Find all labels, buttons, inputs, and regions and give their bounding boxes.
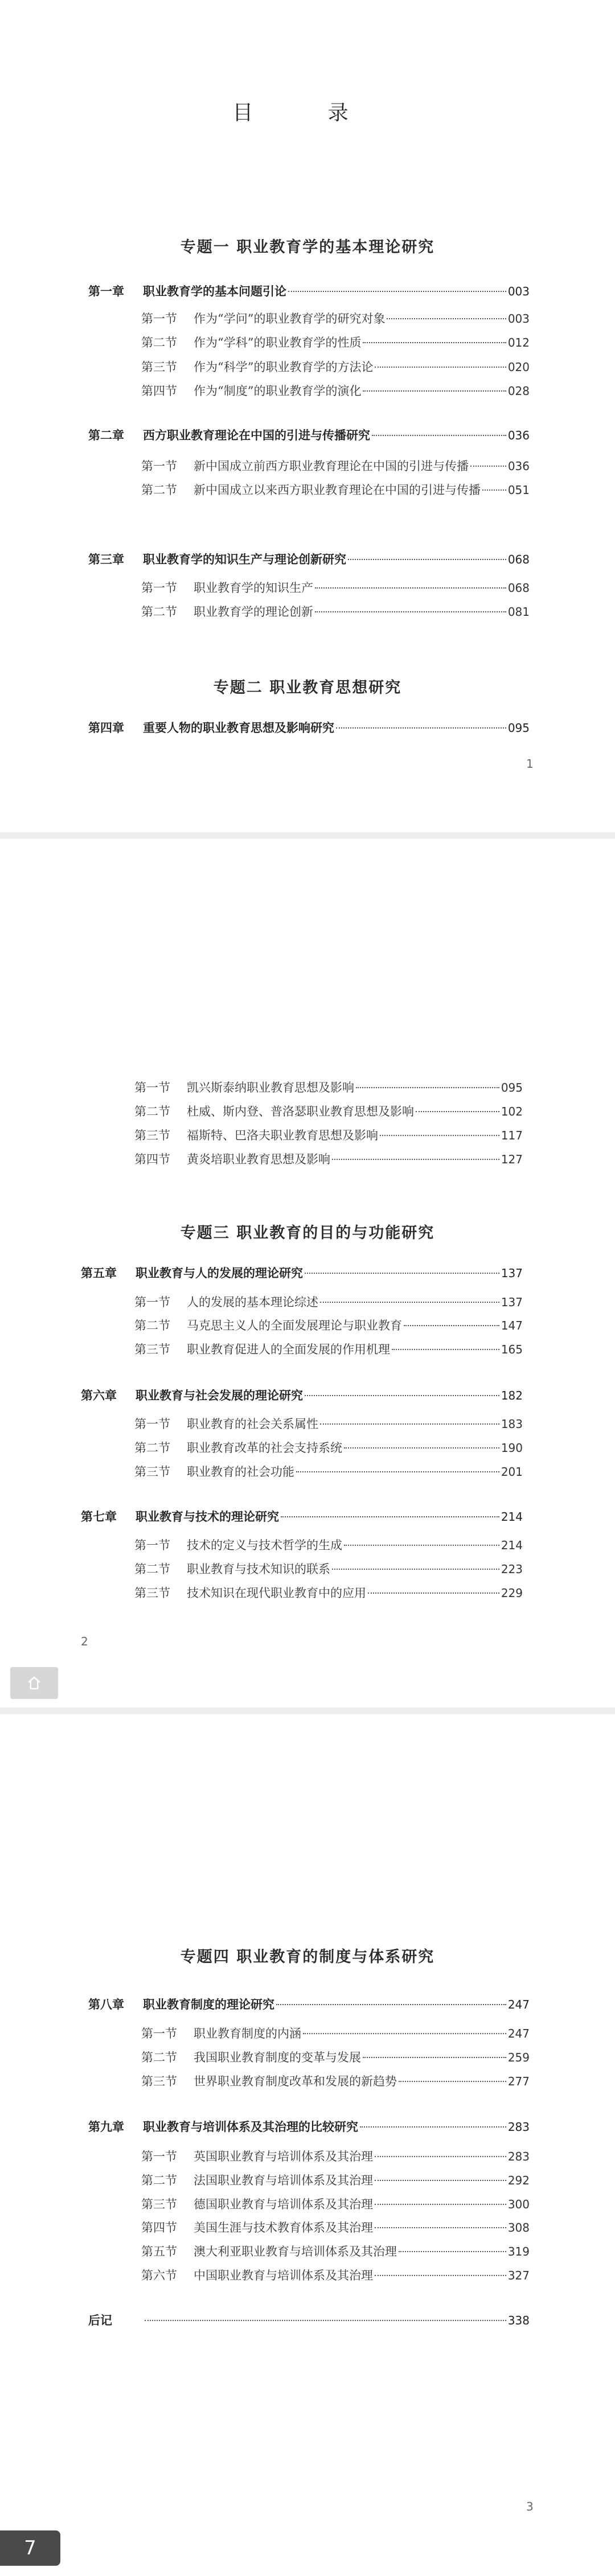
chapter-title: 重要人物的职业教育思想及影响研究 — [143, 721, 334, 735]
toc-section-row[interactable] — [134, 1317, 523, 1334]
toc-section-row[interactable] — [141, 603, 530, 620]
section-label: 第三节 — [141, 360, 177, 374]
section-title: 德国职业教育与培训体系及其治理 — [194, 2198, 373, 2211]
page-ref: 003 — [507, 285, 530, 298]
section-title: 黄炎培职业教育思想及影响 — [187, 1153, 330, 1166]
toc-section-row[interactable] — [141, 2148, 530, 2165]
chapter-label: 第四章 — [88, 721, 124, 735]
page-number: 3 — [526, 2500, 534, 2513]
chapter-title: 职业教育与社会发展的理论研究 — [136, 1388, 303, 1402]
dot-leader — [356, 1087, 499, 1088]
page-ref: 223 — [501, 1562, 523, 1576]
dot-leader — [332, 1569, 499, 1570]
page-ref: 117 — [501, 1129, 523, 1142]
section-title: 作为“制度”的职业教育学的演化 — [194, 384, 362, 398]
chapter-label: 第九章 — [88, 2120, 124, 2134]
topic-heading: 专题四 职业教育的制度与体系研究 — [180, 1948, 435, 1966]
section-title: 职业教育促进人的全面发展的作用机理 — [187, 1343, 390, 1356]
section-label: 第一节 — [134, 1538, 170, 1552]
dot-leader — [305, 1395, 499, 1396]
page-gap — [0, 832, 615, 839]
page-ref: 147 — [501, 1319, 523, 1332]
toc-section-row[interactable] — [134, 1561, 523, 1578]
section-label: 第一节 — [141, 459, 177, 473]
toc-chapter-row[interactable] — [88, 2118, 530, 2135]
dot-leader — [375, 2204, 506, 2205]
toc-chapter-row[interactable] — [88, 1996, 530, 2013]
page-ref: 214 — [501, 1538, 523, 1552]
section-title: 中国职业教育与培训体系及其治理 — [194, 2269, 373, 2282]
toc-section-row[interactable] — [134, 1079, 523, 1096]
page-ref: 247 — [507, 1998, 530, 2011]
dot-leader — [363, 342, 506, 343]
section-label: 第一节 — [134, 1081, 170, 1094]
scroll-top-button[interactable] — [10, 1667, 58, 1699]
chapter-label: 第八章 — [88, 1997, 124, 2011]
toc-section-row[interactable] — [134, 1341, 523, 1358]
dot-leader — [375, 2156, 506, 2157]
toc-section-row[interactable] — [141, 579, 530, 596]
page-ref: 259 — [507, 2051, 530, 2064]
toc-section-row[interactable] — [141, 334, 530, 351]
dot-leader — [399, 2081, 506, 2082]
toc-section-row[interactable] — [141, 382, 530, 400]
dot-leader — [320, 1423, 499, 1425]
toc-section-row[interactable] — [141, 482, 530, 499]
dot-leader — [320, 1302, 499, 1303]
document-page-1 — [0, 0, 615, 832]
page-number: 1 — [526, 757, 534, 771]
chapter-label: 第二章 — [88, 428, 124, 442]
page-ref: 036 — [507, 429, 530, 442]
toc-chapter-row[interactable] — [88, 719, 530, 736]
page-ref: 247 — [507, 2027, 530, 2040]
chapter-title: 职业教育学的知识生产与理论创新研究 — [143, 552, 346, 566]
toc-section-row[interactable] — [141, 2049, 530, 2066]
section-title: 马克思主义人的全面发展理论与职业教育 — [187, 1319, 402, 1332]
toc-chapter-row[interactable] — [81, 1265, 523, 1282]
chapter-title: 职业教育学的基本问题引论 — [143, 284, 286, 298]
section-title: 福斯特、巴洛夫职业教育思想及影响 — [187, 1129, 378, 1142]
dot-leader — [281, 1516, 499, 1517]
dot-leader — [303, 2033, 506, 2034]
dot-leader — [288, 291, 506, 292]
page-ref: 183 — [501, 1417, 523, 1431]
page-ref: 003 — [507, 312, 530, 326]
toc-section-row[interactable] — [141, 359, 530, 376]
section-label: 第三节 — [134, 1343, 170, 1356]
toc-section-row[interactable] — [141, 2243, 530, 2260]
section-label: 第二节 — [141, 2051, 177, 2064]
page-ref: 051 — [507, 483, 530, 497]
toc-section-row[interactable] — [134, 1415, 523, 1433]
section-label: 第四节 — [134, 1153, 170, 1166]
section-label: 第二节 — [141, 605, 177, 619]
chapter-label: 第三章 — [88, 552, 124, 566]
chapter-title: 职业教育与人的发展的理论研究 — [136, 1266, 303, 1280]
dot-leader — [372, 435, 506, 436]
page-ref: 068 — [507, 553, 530, 566]
section-title: 人的发展的基本理论综述 — [187, 1295, 318, 1309]
page-ref: 036 — [507, 459, 530, 473]
section-label: 第一节 — [134, 1417, 170, 1431]
dot-leader — [387, 318, 506, 319]
chapter-title: 职业教育制度的理论研究 — [143, 1997, 274, 2011]
dot-leader — [482, 489, 506, 491]
dot-leader — [348, 559, 506, 560]
toc-section-row[interactable] — [141, 2219, 530, 2236]
section-title: 职业教育制度的内涵 — [194, 2027, 301, 2040]
dot-leader — [276, 2004, 506, 2005]
toc-chapter-row[interactable] — [88, 427, 530, 444]
section-label: 第二节 — [134, 1562, 170, 1576]
dot-leader — [315, 587, 506, 589]
chapter-label: 后记 — [88, 2313, 112, 2327]
toc-section-row[interactable] — [141, 458, 530, 475]
dot-leader — [375, 2275, 506, 2276]
section-label: 第三节 — [141, 2198, 177, 2211]
section-title: 我国职业教育制度的变革与发展 — [194, 2051, 361, 2064]
section-label: 第二节 — [134, 1441, 170, 1455]
section-title: 世界职业教育制度改革和发展的新趋势 — [194, 2075, 397, 2088]
section-title: 作为“科学”的职业教育学的方法论 — [194, 360, 374, 374]
toc-section-row[interactable] — [134, 1151, 523, 1168]
toc-section-row[interactable] — [141, 2196, 530, 2213]
toc-section-row[interactable] — [134, 1103, 523, 1120]
section-label: 第一节 — [141, 2027, 177, 2040]
dot-leader — [470, 466, 506, 467]
toc-section-row[interactable] — [134, 1439, 523, 1456]
toc-chapter-row[interactable] — [88, 283, 530, 300]
dot-leader — [296, 1471, 499, 1472]
chapter-title: 职业教育与培训体系及其治理的比较研究 — [143, 2120, 358, 2134]
section-title: 职业教育学的理论创新 — [194, 605, 313, 619]
page-ref: 277 — [507, 2075, 530, 2088]
topic-heading: 专题二 职业教育思想研究 — [213, 679, 402, 697]
section-title: 作为“学科”的职业教育学的性质 — [194, 336, 362, 349]
page-ref: 028 — [507, 384, 530, 398]
toc-section-row[interactable] — [141, 310, 530, 327]
toc-section-row[interactable] — [141, 2073, 530, 2090]
section-label: 第二节 — [134, 1105, 170, 1118]
toc-section-row[interactable] — [134, 1537, 523, 1554]
section-label: 第三节 — [141, 2075, 177, 2088]
section-title: 作为“学问”的职业教育学的研究对象 — [194, 312, 386, 326]
dot-leader — [375, 2180, 506, 2181]
page-ref: 137 — [501, 1266, 523, 1280]
chapter-label: 第一章 — [88, 284, 124, 298]
dot-leader — [392, 1349, 499, 1350]
section-title: 职业教育的社会关系属性 — [187, 1417, 318, 1431]
page-ref: 300 — [507, 2198, 530, 2211]
section-label: 第二节 — [141, 2174, 177, 2187]
dot-leader — [344, 1545, 499, 1546]
page-ref: 283 — [507, 2150, 530, 2163]
section-label: 第三节 — [134, 1465, 170, 1479]
dot-leader — [145, 2320, 506, 2321]
page-ref: 012 — [507, 336, 530, 349]
dot-leader — [344, 1447, 499, 1449]
dot-leader — [404, 1325, 499, 1326]
chapter-label: 第五章 — [81, 1266, 117, 1280]
section-title: 新中国成立以来西方职业教育理论在中国的引进与传播 — [194, 483, 481, 497]
page-ref: 095 — [507, 721, 530, 735]
topic-heading: 专题三 职业教育的目的与功能研究 — [180, 1224, 435, 1242]
toc-section-row[interactable] — [134, 1463, 523, 1480]
section-title: 法国职业教育与培训体系及其治理 — [194, 2174, 373, 2187]
section-label: 第五节 — [141, 2245, 177, 2258]
dot-leader — [305, 1273, 499, 1274]
page-gap — [0, 1707, 615, 1714]
dot-leader — [363, 390, 506, 392]
toc-section-row[interactable] — [134, 1585, 523, 1602]
section-title: 职业教育改革的社会支持系统 — [187, 1441, 342, 1455]
dot-leader — [399, 2251, 506, 2252]
section-label: 第三节 — [134, 1586, 170, 1600]
section-title: 澳大利亚职业教育与培训体系及其治理 — [194, 2245, 397, 2258]
toc-section-row[interactable] — [141, 2172, 530, 2189]
toc-chapter-row[interactable] — [88, 551, 530, 568]
page-ref: 095 — [501, 1081, 523, 1094]
dot-leader — [375, 367, 506, 368]
toc-chapter-row[interactable] — [81, 1387, 523, 1404]
page-ref: 319 — [507, 2245, 530, 2258]
section-title: 职业教育学的知识生产 — [194, 581, 313, 595]
dot-leader — [416, 1111, 499, 1112]
page-ref: 190 — [501, 1441, 523, 1455]
dot-leader — [375, 2227, 506, 2228]
dot-leader — [380, 1135, 499, 1136]
home-icon — [26, 1674, 43, 1692]
topic-heading: 专题一 职业教育学的基本理论研究 — [180, 238, 435, 256]
page-ref: 165 — [501, 1343, 523, 1356]
chapter-title: 职业教育与技术的理论研究 — [136, 1509, 279, 1524]
chapter-label: 第七章 — [81, 1509, 117, 1524]
section-label: 第二节 — [141, 336, 177, 349]
toc-section-row[interactable] — [141, 2267, 530, 2284]
section-label: 第二节 — [134, 1319, 170, 1332]
toc-chapter-row[interactable] — [88, 2312, 530, 2329]
section-label: 第二节 — [141, 483, 177, 497]
section-title: 英国职业教育与培训体系及其治理 — [194, 2150, 373, 2163]
section-label: 第一节 — [141, 2150, 177, 2163]
page-ref: 308 — [507, 2221, 530, 2235]
page-ref: 137 — [501, 1295, 523, 1309]
section-title: 技术的定义与技术哲学的生成 — [187, 1538, 342, 1552]
section-title: 职业教育的社会功能 — [187, 1465, 294, 1479]
dot-leader — [332, 1159, 499, 1160]
page-badge[interactable]: 7 — [0, 2530, 60, 2566]
page-ref: 214 — [501, 1510, 523, 1524]
chapter-label: 第六章 — [81, 1388, 117, 1402]
page-ref: 020 — [507, 360, 530, 374]
section-title: 美国生涯与技术教育体系及其治理 — [194, 2221, 373, 2235]
page-ref: 068 — [507, 581, 530, 595]
toc-section-row[interactable] — [134, 1294, 523, 1311]
section-label: 第一节 — [141, 581, 177, 595]
page-ref: 327 — [507, 2269, 530, 2282]
section-label: 第一节 — [141, 312, 177, 326]
page-ref: 229 — [501, 1586, 523, 1600]
chapter-title: 西方职业教育理论在中国的引进与传播研究 — [143, 428, 370, 442]
page-ref: 127 — [501, 1153, 523, 1166]
section-label: 第四节 — [141, 384, 177, 398]
dot-leader — [336, 727, 506, 729]
document-page-3 — [0, 1714, 615, 2576]
page-number: 2 — [81, 1635, 88, 1648]
section-title: 新中国成立前西方职业教育理论在中国的引进与传播 — [194, 459, 469, 473]
dot-leader — [315, 611, 506, 612]
dot-leader — [363, 2057, 506, 2058]
section-label: 第一节 — [134, 1295, 170, 1309]
section-title: 技术知识在现代职业教育中的应用 — [187, 1586, 366, 1600]
page-ref: 182 — [501, 1389, 523, 1402]
page-ref: 292 — [507, 2174, 530, 2187]
page-ref: 081 — [507, 605, 530, 619]
section-title: 杜威、斯内登、普洛瑟职业教育思想及影响 — [187, 1105, 414, 1118]
section-title: 凯兴斯泰纳职业教育思想及影响 — [187, 1081, 354, 1094]
page-ref: 201 — [501, 1465, 523, 1479]
toc-chapter-row[interactable] — [81, 1508, 523, 1525]
section-label: 第四节 — [141, 2221, 177, 2235]
section-title: 职业教育与技术知识的联系 — [187, 1562, 330, 1576]
page-ref: 338 — [507, 2314, 530, 2327]
page-ref: 102 — [501, 1105, 523, 1118]
dot-leader — [360, 2126, 506, 2128]
toc-title: 目 录 — [232, 101, 383, 125]
section-label: 第三节 — [134, 1129, 170, 1142]
toc-section-row[interactable] — [134, 1127, 523, 1144]
dot-leader — [368, 1592, 499, 1594]
page-ref: 283 — [507, 2120, 530, 2134]
toc-section-row[interactable] — [141, 2025, 530, 2042]
section-label: 第六节 — [141, 2269, 177, 2282]
